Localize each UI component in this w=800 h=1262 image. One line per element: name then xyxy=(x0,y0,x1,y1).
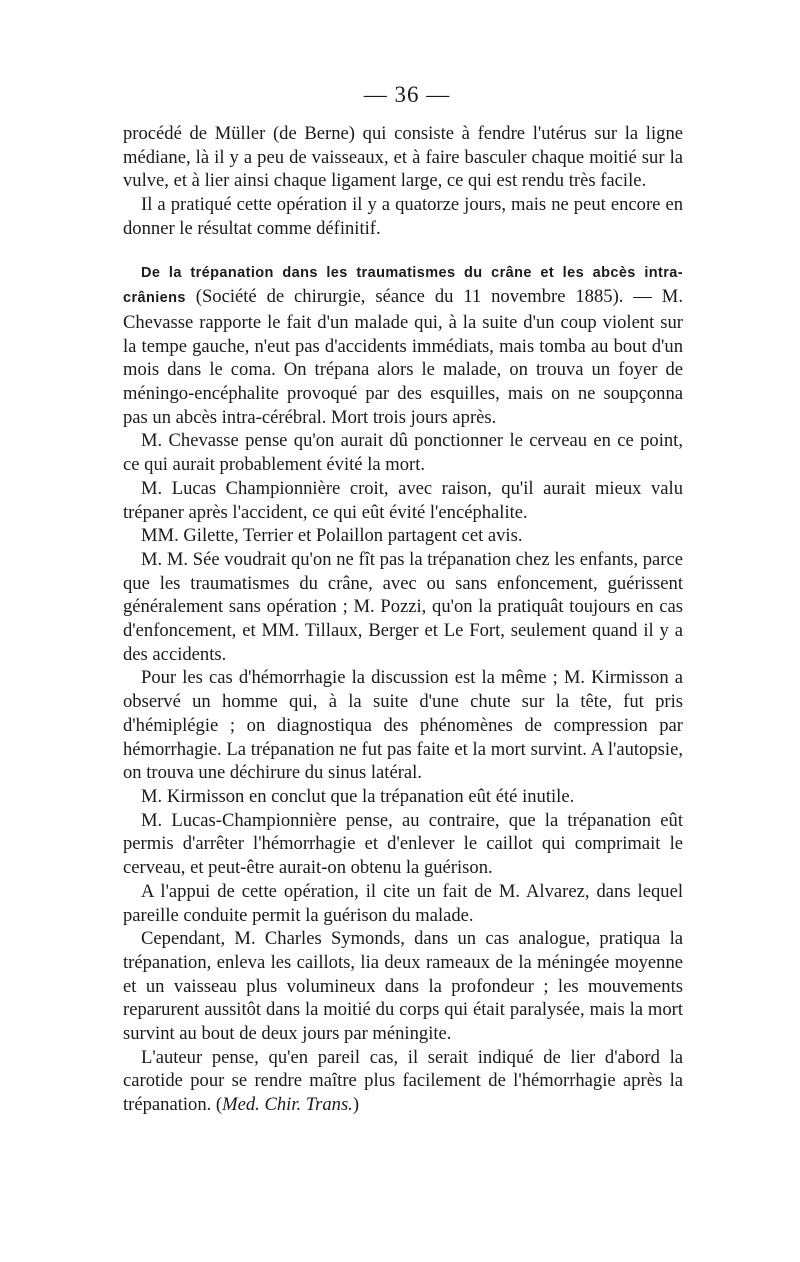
paragraph-text: M. Lucas Championnière croit, avec raison, qu'il aurait mieux valu trépaner après l'accident, ce qui eût évité l'encéphalite. xyxy=(123,477,683,523)
paragraph-kirmisson xyxy=(123,785,683,809)
page-number: — 36 — xyxy=(363,82,451,107)
paragraph-gilette-terrier xyxy=(123,524,683,548)
paragraph-text: Il a pratiqué cette opération il y a quatorze jours, mais ne peut encore en donner le résultat comme définitif. xyxy=(123,194,683,239)
paragraph-muller-procedure xyxy=(123,122,683,193)
paragraph-chevasse xyxy=(123,429,683,476)
paragraph-text: MM. Gilette, Terrier et Polaillon partagent cet avis. xyxy=(141,525,523,547)
paragraph-lucas-contrary xyxy=(123,809,683,880)
paragraph-tail: ) xyxy=(352,1094,360,1116)
paragraph-text: M. Chevasse pense qu'on aurait dû ponctionner le cerveau en ce point, ce qui aurait probablement évité la mort. xyxy=(123,430,683,476)
paragraph-author-conclusion xyxy=(123,1046,683,1117)
article-heading: De la trépanation dans les traumatismes du crâne et les abcès intra-crâniens xyxy=(123,264,683,307)
paragraph-see-children xyxy=(123,548,683,667)
paragraph-hemorrhage xyxy=(123,666,683,785)
paragraph-symonds xyxy=(123,927,683,1046)
paragraph-text: M. Kirmisson en conclut que la trépanation eût été inutile. xyxy=(141,785,575,807)
source-citation: Med. Chir. Trans. xyxy=(222,1094,353,1116)
paragraph-lucas-championniere xyxy=(123,477,683,524)
paragraph-text: procédé de Müller (de Berne) qui consiste à fendre l'utérus sur la ligne médiane, là il y a peu de vaisseaux, et à faire basculer chaque moitié sur la vulve, et à lier ainsi chaque ligament large, ce qui est rendu très facile. xyxy=(123,123,683,192)
paragraph-text: (Société de chirurgie, séance du 11 novembre 1885). — M. Chevasse rapporte le fait d'un malade qui, à la suite d'un coup violent sur la tempe gauche, n'eut pas d'accidents immédiats, mais tomba au bout d'un mois dans le coma. On trépana alors le malade, on trouva un foyer de méningo-encéphalite provoqué par des esquilles, mais on ne soupçonna pas un abcès intra-cérébral. Mort trois jours après. xyxy=(123,286,683,428)
paragraph-text: Cependant, M. Charles Symonds, dans un cas analogue, pratiqua la trépanation, enleva les caillots, lia deux rameaux de la méningée moyenne et un vaisseau plus volumineux dans la profondeur ; les mouvements reparurent aussitôt dans la moitié du corps qui était paralysée, mais la mort survint au bout de deux jours par méningite. xyxy=(123,928,683,1045)
paragraph-text: L'auteur pense, qu'en pareil cas, il serait indiqué de lier d'abord la carotide pour se rendre maître plus facilement de l'hémorrhagie après la trépanation. ( xyxy=(123,1046,683,1116)
paragraph-trepanation-intro xyxy=(123,260,683,430)
paragraph-text: Pour les cas d'hémorrhagie la discussion est la même ; M. Kirmisson a observé un homme qui, à la suite d'une chute sur la tête, fut pris d'hémiplégie ; on diagnostiqua des phénomènes de compression par hémorrhagie. La trépanation ne fut pas faite et la mort survint. A l'autopsie, on trouva une déchirure du sinus latéral. xyxy=(123,667,683,784)
paragraph-text: M. M. Sée voudrait qu'on ne fît pas la trépanation chez les enfants, parce que les traumatismes du crâne, avec ou sans enfoncement, guérissent généralement sans opération ; M. Pozzi, qu'on la pratiquât toujours en cas d'enfoncement, et MM. Tillaux, Berger et Le Fort, seulement quand il y a des accidents. xyxy=(123,548,683,665)
paragraph-text: A l'appui de cette opération, il cite un fait de M. Alvarez, dans lequel pareille conduite permit la guérison du malade. xyxy=(123,880,683,926)
paragraph-alvarez xyxy=(123,880,683,927)
document-page xyxy=(123,82,683,1117)
paragraph-fourteen-days xyxy=(123,193,683,240)
paragraph-text: M. Lucas-Championnière pense, au contraire, que la trépanation eût permis d'arrêter l'hémorrhagie et d'enlever le caillot qui comprimait le cerveau, et peut-être aurait-on obtenu la guérison. xyxy=(123,809,683,879)
